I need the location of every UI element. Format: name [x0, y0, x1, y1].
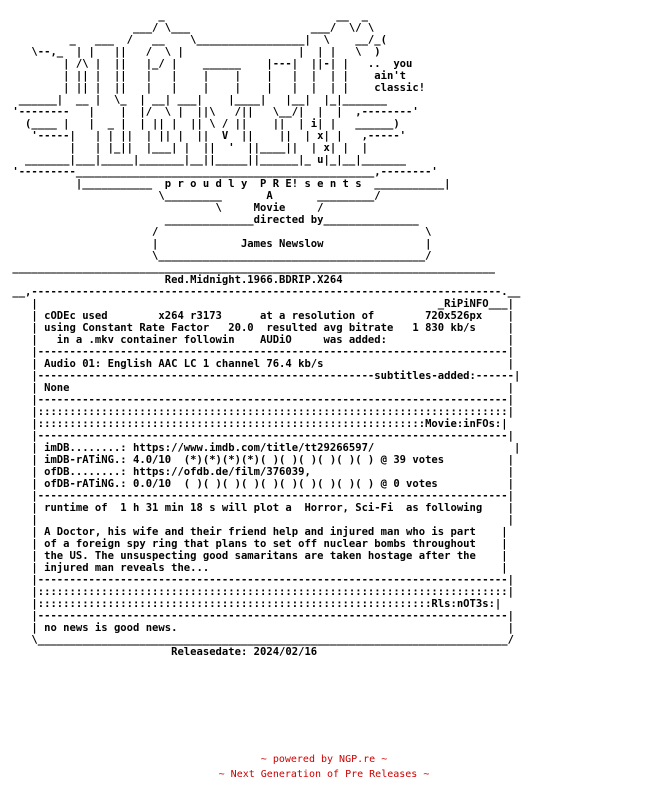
next-generation-footer: ~ Next Generation of Pre Releases ~	[218, 769, 430, 780]
powered-by-footer: ~ powered by NGP.re ~	[260, 754, 388, 765]
nfo-text-block: _ __ _ ___/ \___ ___/ \/ \ _ ___ / __ \_________________| \ __/_( \--,_ | | || / \ | | | | \ ) | /\ | || |_/ | ______ |---| ||-| | .. you | || | || | | | | | | | | | ain't | || | || | | | | | | | | | classic! ______| __ | \_ | __| ___| |____| |__| |_|_______ '-------- | | |/ \ | ||\ /|| \__/| | | ,--------' (____ | | _ | | || | || \ / || || | i| | ______) '-----| | | || | || | || V || || | x| | ,-----' | | |_|| |___| | || ' ||____|| | x| | | _______|___|_____|_______|__||_____||______|_ u|_|__|_______ '---------_______________________________________________,--------' |___________ p r o u d l y P R E! s e n t s ___________| \_________ A _________/ \ Movie / ______________directed by_______________ / \ | James Newslow | \__________________________________________/ ____________________________________________________________________________ Red.Midnight.1966.BDRIP.X264 __,--------------------------------------------------------------------------.__ | _RiPiNFO___| | cODEc used x264 r3173 at a resolution of 720x526px | | using Constant Rate Factor 20.0 resulted avg bitrate 1 830 kb/s | | in a .mkv container followin AUDiO was added: | |--------------------------------------------------------------------------| | Audio 01: English AAC LC 1 channel 76.4 kb/s | |-----------------------------------------------------subtitles-added:------| | None | |--------------------------------------------------------------------------| |::::::::::::::::::::::::::::::::::::::::::::::::::::::::::::::::::::::::::| |:::::::::::::::::::::::::::::::::::::::::::::::::::::::::::::Movie:inFOs:| |--------------------------------------------------------------------------| | imDB........: https://www.imdb.com/title/tt29266597/ | | imDB-rATiNG.: 4.0/10 (*)(*)(*)(*)( )( )( )( )( )( ) @ 39 votes | | ofDB........: https://ofdb.de/film/376039, | | ofDB-rATiNG.: 0.0/10 ( )( )( )( )( )( )( )( )( )( ) @ 0 votes | |--------------------------------------------------------------------------| | runtime of 1 h 31 min 18 s will plot a Horror, Sci-Fi as following | | | | A Doctor, his wife and their friend help and injured man who is part | | of a foreign spy ring that plans to set off nuclear bombs throughout | | the US. The unsuspecting good samaritans are taken hostage after the | | injured man reveals the... | |--------------------------------------------------------------------------| |::::::::::::::::::::::::::::::::::::::::::::::::::::::::::::::::::::::::::| |::::::::::::::::::::::::::::::::::::::::::::::::::::::::::::::Rls:nOT3s:| |--------------------------------------------------------------------------| | no news is good news. | \__________________________________________________________________________/ Releasedate: 2024/02/16	[12, 10, 521, 658]
